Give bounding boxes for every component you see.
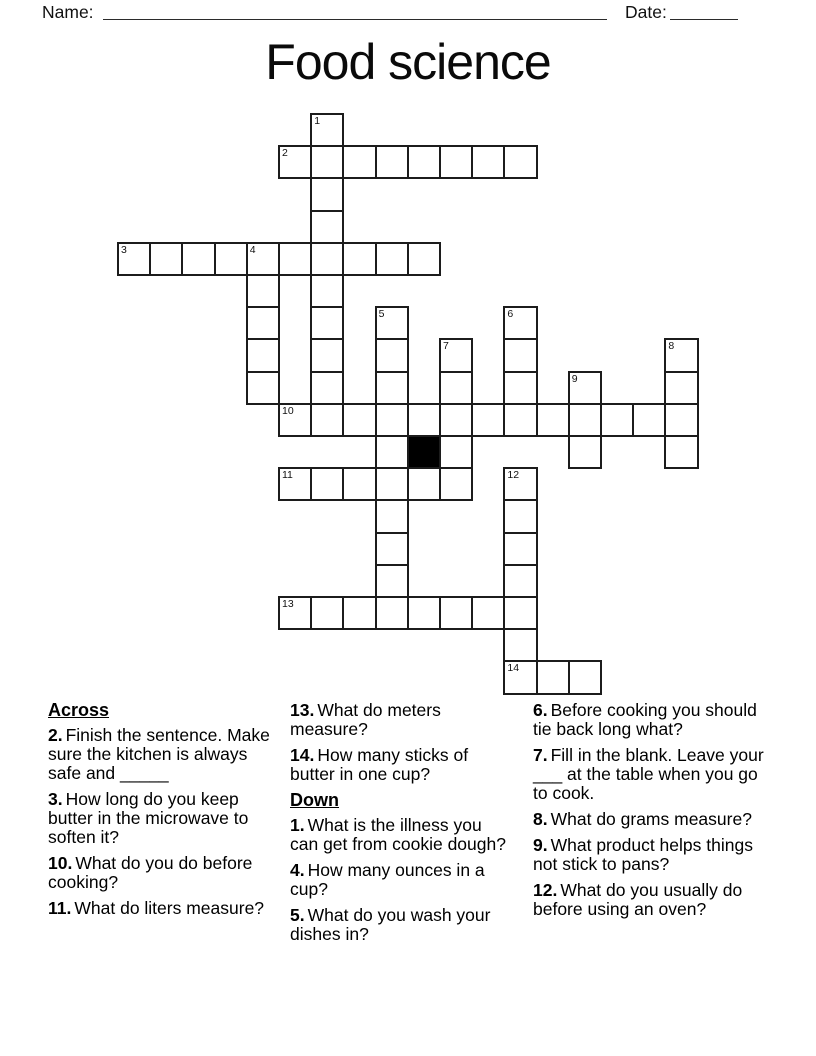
grid-cell[interactable] (503, 306, 537, 340)
clue-text: What do grams measure? (550, 809, 752, 829)
cell-number: 13 (282, 598, 294, 610)
cell-number: 7 (443, 340, 449, 353)
grid-cell[interactable] (664, 403, 698, 437)
grid-cell[interactable] (568, 403, 602, 437)
grid-cell[interactable] (375, 242, 409, 276)
clue-text: How long do you keep butter in the microwave to soften it? (48, 789, 249, 847)
grid-cell[interactable] (503, 145, 537, 179)
grid-cell[interactable] (503, 467, 537, 501)
clue-across-2 (48, 726, 270, 783)
grid-cell[interactable] (439, 338, 473, 372)
clue-number: 11. (48, 898, 72, 918)
grid-cell[interactable] (664, 338, 698, 372)
grid-cell[interactable] (310, 242, 344, 276)
grid-cell[interactable] (310, 403, 344, 437)
clue-across-14 (290, 746, 510, 784)
clue-down-4 (290, 861, 510, 899)
grid-cell[interactable] (439, 467, 473, 501)
clue-text: What product helps things not stick to pans? (533, 835, 753, 874)
clue-text: What do liters measure? (74, 898, 265, 918)
clue-across-13 (290, 701, 510, 739)
grid-cell[interactable] (375, 596, 409, 630)
date-label: Date: (625, 2, 667, 22)
grid-cell[interactable] (407, 145, 441, 179)
grid-cell[interactable] (375, 467, 409, 501)
grid-cell[interactable] (375, 338, 409, 372)
grid-cell[interactable] (375, 435, 409, 469)
clue-number: 3. (48, 789, 63, 809)
grid-cell[interactable] (568, 435, 602, 469)
clue-number: 13. (290, 700, 315, 720)
cell-number: 3 (121, 243, 127, 256)
clue-down-9 (533, 836, 770, 874)
cell-number: 10 (282, 404, 294, 417)
grid-cell[interactable] (503, 564, 537, 598)
cell-number: 11 (282, 469, 293, 482)
grid-cell[interactable] (503, 371, 537, 405)
clue-text: What do you wash your dishes in? (290, 905, 491, 944)
date-fill-line[interactable] (670, 19, 738, 20)
grid-cell[interactable] (278, 403, 312, 437)
grid-cell[interactable] (664, 371, 698, 405)
cell-number: 6 (507, 308, 514, 321)
grid-cell[interactable] (375, 499, 409, 533)
clue-number: 8. (533, 809, 548, 829)
clue-text: Before cooking you should tie back long what? (533, 700, 757, 739)
grid-cell[interactable] (310, 274, 344, 308)
clue-text: What do you usually do before using an oven? (533, 880, 743, 919)
clue-number: 2. (48, 725, 63, 745)
clue-text: What do you do before cooking? (48, 853, 253, 892)
grid-cell[interactable] (310, 306, 344, 340)
cell-number: 12 (507, 469, 520, 482)
clues-column-2 (290, 701, 510, 951)
grid-cell[interactable] (407, 467, 441, 501)
grid-cell[interactable] (278, 467, 312, 501)
clue-text: Fill in the blank. Leave your ___ at the table when you go to cook. (533, 745, 764, 803)
grid-cell[interactable] (310, 467, 344, 501)
grid-cell[interactable] (536, 403, 570, 437)
grid-cell[interactable] (375, 564, 409, 598)
clue-number: 12. (533, 880, 558, 900)
grid-cell[interactable] (149, 242, 183, 276)
clue-text: What do meters measure? (290, 700, 441, 739)
clue-number: 10. (48, 853, 73, 873)
grid-cell[interactable] (342, 596, 376, 630)
grid-cell[interactable] (117, 242, 151, 276)
clue-across-3 (48, 790, 270, 847)
grid-cell[interactable] (278, 242, 312, 276)
clue-across-10 (48, 854, 270, 892)
cell-number: 9 (571, 372, 578, 385)
down-heading: Down (290, 790, 339, 810)
grid-cell[interactable] (181, 242, 215, 276)
grid-cell[interactable] (246, 306, 280, 340)
cell-number: 4 (249, 243, 256, 256)
clue-number: 5. (290, 905, 305, 925)
grid-cell[interactable] (310, 145, 344, 179)
grid-cell[interactable] (246, 371, 280, 405)
grid-cell[interactable] (310, 371, 344, 405)
grid-cell[interactable] (246, 242, 280, 276)
grid-cell[interactable] (439, 435, 473, 469)
grid-cell[interactable] (246, 274, 280, 308)
grid-cell[interactable] (568, 371, 602, 405)
grid-cell[interactable] (278, 145, 312, 179)
grid-cell[interactable] (503, 403, 537, 437)
clues-column-3 (533, 701, 770, 926)
grid-cell[interactable] (310, 210, 344, 244)
grid-cell[interactable] (310, 596, 344, 630)
grid-cell[interactable] (600, 403, 634, 437)
grid-cell[interactable] (439, 403, 473, 437)
grid-cell[interactable] (503, 499, 537, 533)
clues-column-1 (48, 701, 270, 925)
grid-cell[interactable] (375, 145, 409, 179)
grid-cell[interactable] (375, 306, 409, 340)
name-fill-line[interactable] (103, 19, 607, 20)
grid-cell[interactable] (664, 435, 698, 469)
grid-cell[interactable] (342, 242, 376, 276)
grid-cell[interactable] (407, 403, 441, 437)
grid-cell[interactable] (503, 596, 537, 630)
grid-cell[interactable] (568, 660, 602, 694)
grid-cell[interactable] (310, 338, 344, 372)
clue-text: How many ounces in a cup? (290, 860, 485, 899)
crossword-grid[interactable] (117, 113, 701, 697)
grid-cell[interactable] (471, 596, 505, 630)
clue-text: Finish the sentence. Make sure the kitchen is always safe and _____ (48, 725, 270, 783)
clue-down-8 (533, 810, 770, 829)
grid-cell[interactable] (439, 145, 473, 179)
cell-number: 5 (378, 308, 385, 321)
clue-across-11 (48, 899, 270, 918)
grid-cell[interactable] (342, 403, 376, 437)
cell-number: 1 (314, 115, 321, 127)
grid-cell[interactable] (439, 596, 473, 630)
grid-cell[interactable] (503, 338, 537, 372)
grid-cell[interactable] (536, 660, 570, 694)
grid-cell[interactable] (632, 403, 666, 437)
clue-number: 9. (533, 835, 548, 855)
across-heading: Across (48, 700, 110, 720)
grid-cell[interactable] (278, 596, 312, 630)
clue-down-12 (533, 881, 770, 919)
clue-down-1 (290, 816, 510, 854)
clue-down-7 (533, 746, 770, 803)
grid-cell[interactable] (503, 628, 537, 662)
black-cell (407, 435, 441, 469)
cell-number: 8 (668, 340, 675, 353)
grid-cell[interactable] (471, 145, 505, 179)
name-label: Name: (42, 2, 94, 22)
grid-cell[interactable] (342, 467, 376, 501)
grid-cell[interactable] (407, 596, 441, 630)
clue-number: 14. (290, 745, 315, 765)
grid-cell[interactable] (375, 403, 409, 437)
grid-cell[interactable] (503, 660, 537, 694)
clue-down-6 (533, 701, 770, 739)
grid-cell[interactable] (214, 242, 248, 276)
clue-text: What is the illness you can get from cookie dough? (290, 815, 506, 854)
grid-cell[interactable] (503, 532, 537, 566)
grid-cell[interactable] (471, 403, 505, 437)
cell-number: 2 (282, 147, 288, 160)
clue-down-5 (290, 906, 510, 944)
page-title: Food science (265, 34, 551, 90)
clue-number: 1. (290, 815, 305, 835)
clue-number: 6. (533, 700, 548, 720)
grid-cell[interactable] (439, 371, 473, 405)
grid-cell[interactable] (407, 242, 441, 276)
grid-cell[interactable] (375, 371, 409, 405)
grid-cell[interactable] (310, 113, 344, 147)
clue-number: 4. (290, 860, 305, 880)
clue-text: How many sticks of butter in one cup? (290, 745, 469, 784)
grid-cell[interactable] (375, 532, 409, 566)
grid-cell[interactable] (246, 338, 280, 372)
grid-cell[interactable] (310, 177, 344, 211)
cell-number: 14 (507, 662, 520, 675)
grid-cell[interactable] (342, 145, 376, 179)
clue-number: 7. (533, 745, 548, 765)
